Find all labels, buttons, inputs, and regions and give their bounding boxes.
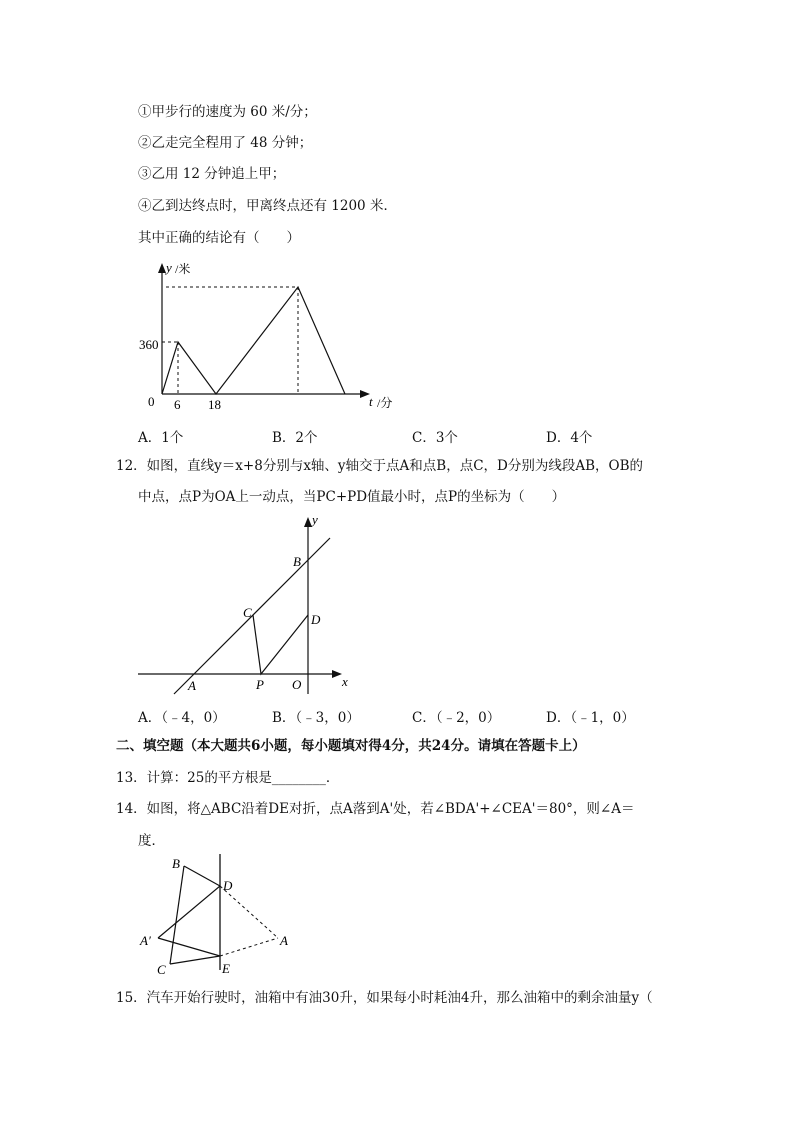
graph-x-tick-6: 6: [174, 397, 181, 412]
q11-option-d[interactable]: D．4个: [546, 430, 593, 446]
graph-y-unit: /米: [175, 262, 191, 276]
q11-question: 其中正确的结论有（ ）: [138, 230, 300, 246]
q12-text-line2: 中点，点P为OA上一动点，当PC+PD值最小时，点P的坐标为（ ）: [138, 489, 566, 505]
statement-3: ③乙用 12 分钟追上甲；: [138, 166, 286, 182]
q15-text: 15．汽车开始行驶时，油箱中有油30升，如果每小时耗油4升，那么油箱中的剩余油量y（: [116, 990, 653, 1006]
q12-option-d[interactable]: D．（﹣1，0）: [546, 710, 635, 726]
statement-4: ④乙到达终点时，甲离终点还有 1200 米．: [138, 198, 397, 214]
q14-text-line2: 度．: [138, 833, 165, 849]
fig14-label-e: E: [222, 961, 230, 976]
fig12-label-y: y: [312, 512, 318, 527]
graph-x-unit: /分: [377, 396, 393, 410]
statement-2: ②乙走完全程用了 48 分钟；: [138, 135, 313, 151]
fig12-label-c: C: [243, 605, 252, 620]
graph-origin: 0: [148, 394, 155, 409]
q11-option-c[interactable]: C．3个: [412, 430, 458, 446]
q12-text-line1: 12．如图，直线y＝x+8分别与x轴、y轴交于点A和点B，点C，D分别为线段AB，OB的: [116, 458, 644, 474]
q11-option-b[interactable]: B．2个: [272, 430, 318, 446]
graph-x-axis-label: t: [369, 394, 373, 409]
fig14-label-b: B: [172, 856, 180, 871]
q11-distance-time-graph: [130, 255, 410, 415]
fig12-label-a: A: [188, 678, 196, 693]
q13-text: 13．计算：25的平方根是________．: [116, 770, 340, 786]
fig12-label-p: P: [256, 677, 264, 692]
q14-fold-figure: [130, 852, 310, 982]
fig14-label-d: D: [223, 878, 233, 893]
graph-y-tick-360: 360: [139, 337, 159, 352]
fig12-label-d: D: [311, 612, 321, 627]
q12-option-b[interactable]: B．（﹣3，0）: [272, 710, 360, 726]
graph-x-tick-18: 18: [208, 397, 221, 412]
fig14-label-c: C: [157, 962, 166, 977]
graph-y-axis-label: y: [166, 260, 172, 275]
q11-option-a[interactable]: A．1个: [138, 430, 184, 446]
fig14-label-a: A: [280, 933, 288, 948]
fig14-label-a-prime: A′: [140, 933, 151, 948]
fig12-label-x: x: [342, 674, 348, 689]
section-2-heading: 二、填空题（本大题共6小题，每小题填对得4分，共24分。请填在答题卡上）: [116, 738, 586, 754]
q12-option-c[interactable]: C．（﹣2，0）: [412, 710, 501, 726]
q12-coordinate-figure: [130, 510, 370, 700]
statement-1: ①甲步行的速度为 60 米/分；: [138, 104, 317, 120]
fig12-label-o: O: [292, 677, 302, 692]
fig12-label-b: B: [293, 554, 301, 569]
q12-option-a[interactable]: A．（﹣4，0）: [138, 710, 226, 726]
q14-text-line1: 14．如图，将△ABC沿着DE对折，点A落到A'处，若∠BDA'+∠CEA'＝80°，则∠A＝: [116, 801, 635, 817]
